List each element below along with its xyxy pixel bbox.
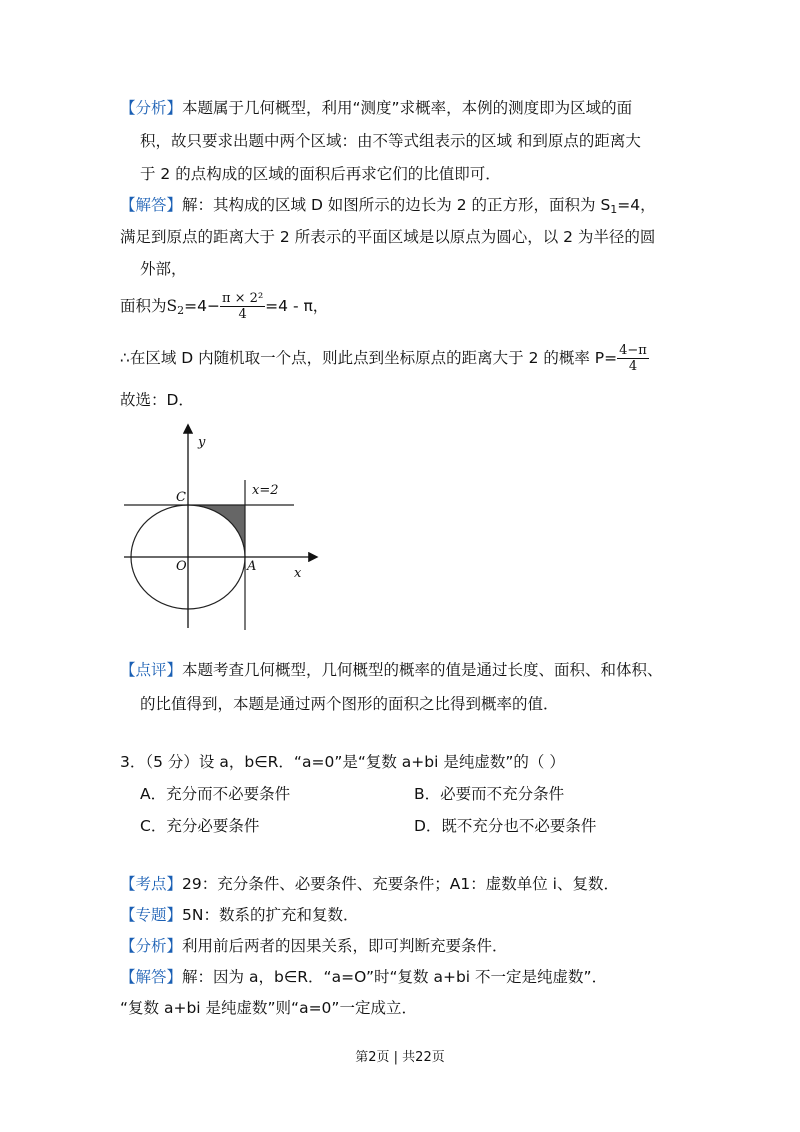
question-3-stem: 3．（5 分）设 a，b∈R．“a=0”是“复数 a+bi 是纯虚数”的（ ） [120,753,565,771]
solution-line-5 [120,338,649,378]
area-fraction-den: 4 [238,307,247,322]
area-label: 面积为 [120,297,167,315]
label-y: y [198,435,206,450]
comment-line-2: 的比值得到，本题是通过两个图形的面积之比得到概率的值． [140,695,559,713]
option-d: D．既不充分也不必要条件 [414,817,597,835]
kaodian-tag: 【考点】 [120,875,183,893]
label-c: C [176,490,186,505]
option-c: C．充分必要条件 [140,817,260,835]
jieda-line-2: “复数 a+bi 是纯虚数”则“a=0”一定成立． [120,999,417,1017]
area-s-sub: 2 [177,304,185,317]
kaodian-line [120,874,619,894]
jieda-text: 解：因为 a，b∈R．“a=O”时“复数 a+bi 不一定是纯虚数”． [182,968,608,986]
analysis-tag: 【分析】 [120,99,183,117]
solution-text-1-post: =4， [617,196,656,214]
fenxi-text: 利用前后两者的因果关系，即可判断充要条件． [182,937,508,955]
solution-text-1: 解：其构成的区域 D 如图所示的边长为 2 的正方形，面积为 S [182,196,611,214]
geometry-figure [118,420,328,635]
zhuanti-text: 5N：数系的扩充和复数． [182,906,359,924]
prob-fraction-den: 4 [628,359,638,374]
prob-fraction [617,343,649,374]
prob-fraction-num: 4−π [619,343,647,358]
label-x: x [294,566,302,581]
label-o: O [176,559,187,574]
shaded-region [188,505,245,557]
comment-line-1 [120,660,663,680]
fenxi-line [120,936,508,956]
jieda-line [120,967,607,987]
kaodian-text: 29：充分条件、必要条件、充要条件；A1：虚数单位 i、复数． [182,875,619,893]
jieda-tag: 【解答】 [120,968,183,986]
analysis-line-1 [120,98,632,118]
area-fraction-num: π × 2² [221,291,264,306]
zhuanti-line [120,905,358,925]
fenxi-tag: 【分析】 [120,937,183,955]
option-a: A．充分而不必要条件 [140,785,291,803]
solution-line-3: 外部， [140,260,187,278]
solution-line-4 [120,286,328,330]
page-footer: 第2页 | 共22页 [355,1050,445,1065]
area-s: S [166,297,178,315]
solution-line-6: 故选：D． [120,391,194,409]
prob-text: ∴在区域 D 内随机取一个点，则此点到坐标原点的距离大于 2 的概率 P= [120,349,618,367]
label-a: A [247,559,257,574]
solution-line-2: 满足到原点的距离大于 2 所表示的平面区域是以原点为圆心，以 2 为半径的圆 [120,228,656,246]
zhuanti-tag: 【专题】 [120,906,183,924]
solution-sub-1: 1 [610,203,618,216]
solution-line-1 [120,195,656,220]
area-post: =4 - π， [265,297,329,315]
label-line: x=2 [252,483,279,498]
comment-text-1: 本题考查几何概型，几何概型的概率的值是通过长度、面积、和体积、 [182,661,663,679]
analysis-text-1: 本题属于几何概型，利用“测度”求概率，本例的测度即为区域的面 [182,99,633,117]
analysis-line-3: 于 2 的点构成的区域的面积后再求它们的比值即可． [140,165,501,183]
comment-tag: 【点评】 [120,661,183,679]
area-fraction [220,291,265,322]
analysis-line-2: 积，故只要求出题中两个区域：由不等式组表示的区域 和到原点的距离大 [140,132,641,150]
solution-tag: 【解答】 [120,196,183,214]
area-eq: =4− [184,297,220,315]
option-b: B．必要而不充分条件 [414,785,565,803]
